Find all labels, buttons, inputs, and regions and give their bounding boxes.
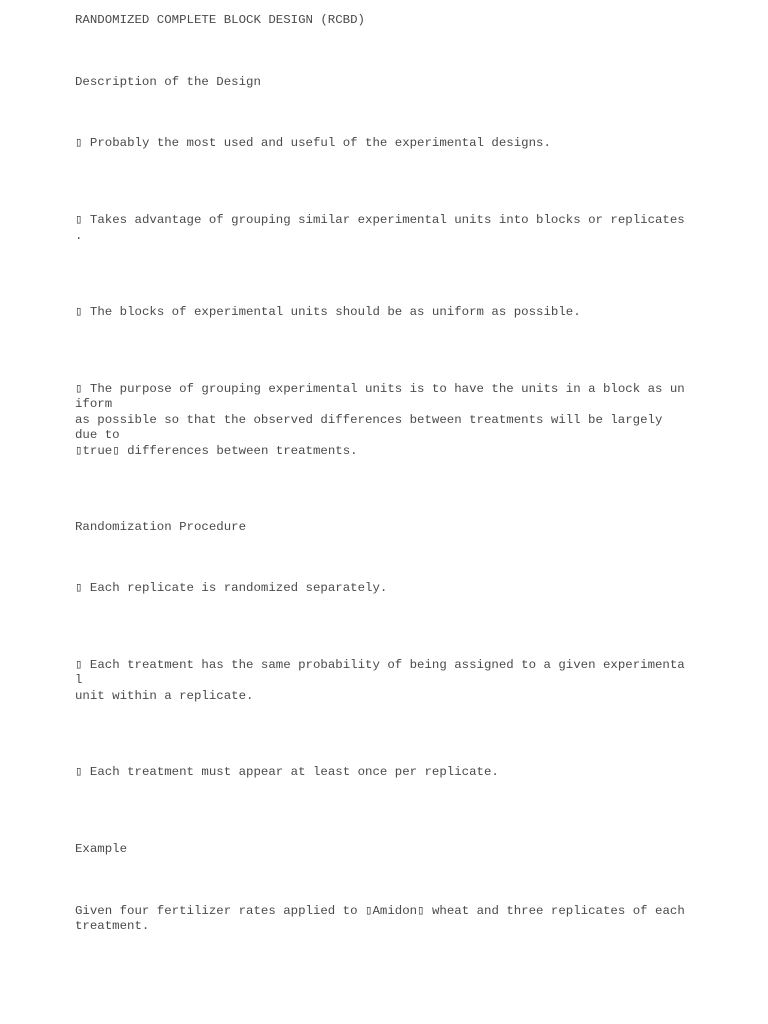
bullet-randomized-separately: ▯ Each replicate is randomized separately. xyxy=(75,581,388,595)
bullet-grouping-line-1: ▯ Takes advantage of grouping similar experimental units into blocks or replicates xyxy=(75,213,685,227)
bullet-same-probability-line-3: unit within a replicate. xyxy=(75,689,254,703)
bullet-same-probability-line-2: l xyxy=(75,673,83,687)
bullet-purpose-line-1: ▯ The purpose of grouping experimental units is to have the units in a block as un xyxy=(75,382,685,396)
bullet-grouping-line-2: . xyxy=(75,229,83,243)
bullet-most-used: ▯ Probably the most used and useful of the experimental designs. xyxy=(75,136,551,150)
section-heading-example: Example xyxy=(75,842,128,856)
section-heading-randomization: Randomization Procedure xyxy=(75,520,247,534)
example-text-line-1: Given four fertilizer rates applied to ▯Amidon▯ wheat and three replicates of each xyxy=(75,904,685,918)
bullet-appear-once: ▯ Each treatment must appear at least once per replicate. xyxy=(75,765,499,779)
bullet-same-probability-line-1: ▯ Each treatment has the same probability of being assigned to a given experimenta xyxy=(75,658,685,672)
example-text-line-2: treatment. xyxy=(75,919,150,933)
bullet-purpose-line-4: due to xyxy=(75,428,120,442)
section-heading-description: Description of the Design xyxy=(75,75,261,89)
bullet-purpose-line-3: as possible so that the observed differences between treatments will be largely xyxy=(75,413,663,427)
bullet-uniform-blocks: ▯ The blocks of experimental units should be as uniform as possible. xyxy=(75,305,581,319)
document-title: RANDOMIZED COMPLETE BLOCK DESIGN (RCBD) xyxy=(75,13,365,27)
bullet-purpose-line-5: ▯true▯ differences between treatments. xyxy=(75,444,358,458)
bullet-purpose-line-2: iform xyxy=(75,397,113,411)
